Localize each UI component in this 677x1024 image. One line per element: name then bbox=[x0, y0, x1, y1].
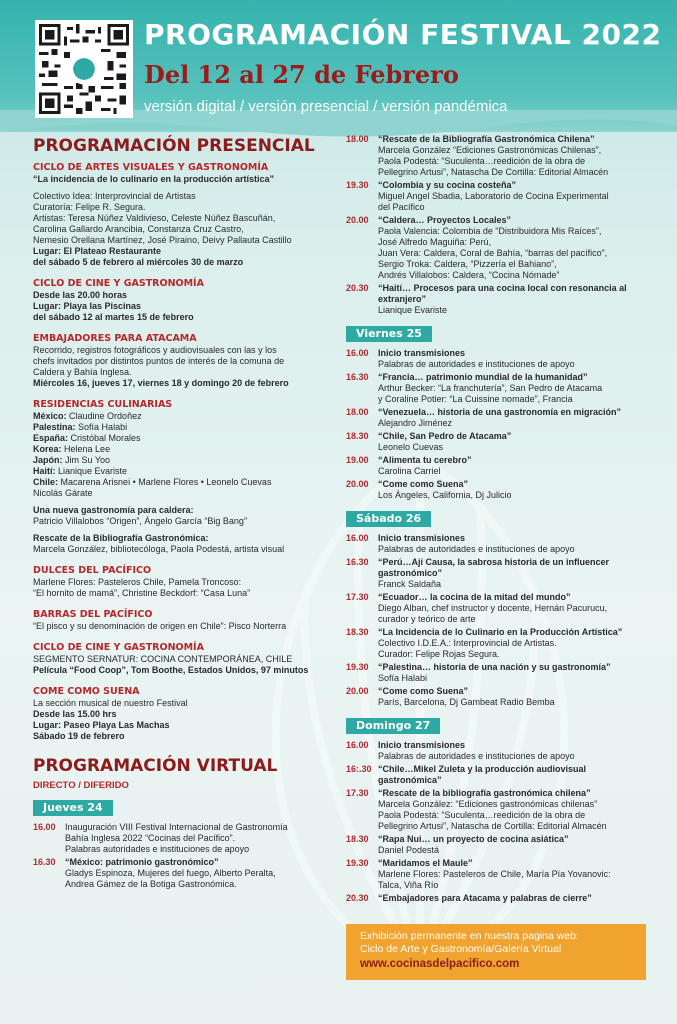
event-time: 17.30 bbox=[346, 788, 369, 798]
residencia-item: Korea: Helena Lee bbox=[33, 444, 111, 454]
event-line: Sofía Halabi bbox=[378, 673, 428, 683]
event-time: 20.00 bbox=[346, 215, 369, 225]
tab-jueves: Jueves 24 bbox=[33, 800, 113, 816]
event-time: 16:.30 bbox=[346, 764, 372, 774]
left-column bbox=[33, 136, 333, 892]
event-line: Los Ángeles, California, Dj Julicio bbox=[378, 490, 512, 500]
ciclo-artes-line: Artistas: Teresa Núñez Valdivieso, Celeste Núñez Bascuñán, bbox=[33, 213, 276, 223]
event-time: 18.30 bbox=[346, 431, 369, 441]
event-details bbox=[378, 479, 646, 501]
event-line: Palabras de autoridades e instituciones de apoyo bbox=[378, 544, 575, 554]
cine2-line1: SEGMENTO SERNATUR: COCINA CONTEMPORÁNEA, CHILE bbox=[33, 654, 293, 664]
residencia-item: Chile: Macarena Arisnei • Marlene Flores • Leonelo Cuevas bbox=[33, 477, 272, 487]
event-time: 18.30 bbox=[346, 627, 369, 637]
event-line: Marcela González “Ediciones Gastronómicas Chilenas”, bbox=[378, 145, 602, 155]
barras-text: “El pisco y su denominación de origen en Chile”: Pisco Norterra bbox=[33, 621, 287, 631]
event-title: “Maridamos el Maule” bbox=[378, 858, 473, 868]
festival-versions: versión digital / versión presencial / versión pandémica bbox=[144, 98, 508, 115]
event-details bbox=[65, 857, 333, 890]
barras-title: BARRAS DEL PACÍFICO bbox=[33, 609, 153, 620]
ciclo-cine-dates: del sábado 12 al martes 15 de febrero bbox=[33, 312, 194, 322]
event-details bbox=[378, 662, 646, 684]
event-line: Daniel Podestá bbox=[378, 845, 440, 855]
event-line: Franck Saldaña bbox=[378, 579, 442, 589]
event-details bbox=[378, 215, 646, 281]
footer-line1: Exhibición permanente en nuestra pagina web: bbox=[360, 930, 579, 942]
come-text: La sección musical de nuestro Festival bbox=[33, 698, 188, 708]
event-details bbox=[65, 822, 333, 855]
viernes-events bbox=[346, 348, 646, 501]
event-row bbox=[346, 788, 646, 832]
nueva-gastronomia-text: Patricio Villalobos “Origen”, Ángelo García “Big Bang” bbox=[33, 516, 247, 526]
event-time: 16.00 bbox=[346, 740, 369, 750]
ciclo-artes-subtitle: “La incidencia de lo culinario en la producción artística” bbox=[33, 174, 275, 184]
event-details bbox=[378, 134, 646, 178]
come-time: Desde las 15.00 hrs bbox=[33, 709, 117, 719]
event-row bbox=[346, 283, 646, 316]
event-details bbox=[378, 407, 646, 429]
festival-dates: Del 12 al 27 de Febrero bbox=[144, 60, 459, 89]
event-line: París, Barcelona, Dj Gambeat Radio Bemba bbox=[378, 697, 555, 707]
tab-domingo: Domingo 27 bbox=[346, 718, 440, 734]
event-line: y Coraline Potier: “La Cuissine nomade”, Francia bbox=[378, 394, 573, 404]
embajadores-line: Caldera y Bahía Inglesa. bbox=[33, 367, 132, 377]
event-row bbox=[346, 431, 646, 453]
event-time: 19.30 bbox=[346, 662, 369, 672]
event-title: “Haití… Procesos para una cocina local con resonancia al extranjero” bbox=[378, 283, 627, 304]
event-details bbox=[378, 372, 646, 405]
event-title: “Embajadores para Atacama y palabras de cierre” bbox=[378, 893, 592, 903]
event-details bbox=[378, 455, 646, 477]
ciclo-cine-title: CICLO DE CINE Y GASTRONOMÍA bbox=[33, 278, 204, 289]
event-line: Colectivo I.D.E.A.: Interprovincial de Artistas. bbox=[378, 638, 557, 648]
event-title: Inicio transmisiones bbox=[378, 348, 466, 358]
virtual-heading: PROGRAMACIÓN VIRTUAL bbox=[33, 756, 278, 776]
cine2-line2: Película “Food Coop”, Tom Boothe, Estados Unidos, 97 minutos bbox=[33, 665, 309, 675]
dulces-line: “El hornito de mamá”, Christine Beckdorf: “Casa Luna” bbox=[33, 588, 251, 598]
qr-code-icon[interactable] bbox=[35, 20, 133, 118]
come-title: COME COMO SUENA bbox=[33, 686, 140, 697]
event-line: Palabras de autoridades e instituciones de apoyo bbox=[378, 359, 575, 369]
event-row bbox=[346, 407, 646, 429]
event-line: Pellegrino Artusi”, Natascha De Cortilla: Editorial Almacén bbox=[378, 167, 609, 177]
ciclo-cine-place: Lugar: Playa las Piscinas bbox=[33, 301, 142, 311]
event-line: Carolina Carriel bbox=[378, 466, 441, 476]
event-time: 16.30 bbox=[346, 372, 369, 382]
event-line: Arthur Becker: “La franchutería”, San Pedro de Atacama bbox=[378, 383, 603, 393]
event-line: Marlene Flores: Pasteleros de Chile, María Pía Yovanovic: bbox=[378, 869, 611, 879]
tab-viernes: Viernes 25 bbox=[346, 326, 432, 342]
come-date: Sábado 19 de febrero bbox=[33, 731, 125, 741]
event-details bbox=[378, 764, 646, 786]
event-details bbox=[378, 431, 646, 453]
event-line: Leonelo Cuevas bbox=[378, 442, 444, 452]
event-time: 16.00 bbox=[33, 822, 56, 832]
jueves-events bbox=[33, 822, 333, 890]
event-line: Andrea Gámez de la Botiga Gastronómica. bbox=[65, 879, 237, 889]
jueves-cont-events bbox=[346, 134, 646, 316]
event-details bbox=[378, 283, 646, 316]
event-row bbox=[346, 372, 646, 405]
event-line: Inauguración VIII Festival Internacional de Gastronomía bbox=[65, 822, 288, 832]
nueva-gastronomia-title: Una nueva gastronomía para caldera: bbox=[33, 505, 194, 515]
event-line: Marcela González: “Ediciones gastronómicas chilenas” bbox=[378, 799, 598, 809]
event-row bbox=[33, 857, 333, 890]
event-time: 20.30 bbox=[346, 893, 369, 903]
event-row bbox=[346, 858, 646, 891]
residencias-title: RESIDENCIAS CULINARIAS bbox=[33, 399, 173, 410]
event-time: 18.30 bbox=[346, 834, 369, 844]
event-row bbox=[346, 627, 646, 660]
event-line: Miguel Angel Sbadia, Laboratorio de Cocina Experimental bbox=[378, 191, 609, 201]
event-title: “México: patrimonio gastronómico” bbox=[65, 857, 219, 867]
event-row bbox=[346, 455, 646, 477]
event-details bbox=[378, 858, 646, 891]
dulces-title: DULCES DEL PACÍFICO bbox=[33, 565, 152, 576]
event-line: del Pacífico bbox=[378, 202, 425, 212]
event-row bbox=[346, 592, 646, 625]
event-title: “Palestina… historia de una nación y su gastronomía” bbox=[378, 662, 611, 672]
embajadores-line: Recorrido, registros fotográficos y audiovisuales con las y los bbox=[33, 345, 277, 355]
event-title: “Ecuador… la cocina de la mitad del mundo” bbox=[378, 592, 571, 602]
event-details bbox=[378, 533, 646, 555]
residencia-item: Japón: Jim Su Yoo bbox=[33, 455, 111, 465]
footer-url-link[interactable]: www.cocinasdelpacifico.com bbox=[360, 958, 520, 970]
event-time: 18.00 bbox=[346, 134, 369, 144]
presencial-heading: PROGRAMACIÓN PRESENCIAL bbox=[33, 136, 315, 156]
event-row bbox=[33, 822, 333, 855]
event-line: Bahía Inglesa 2022 “Cocinas del Pacífico”. bbox=[65, 833, 236, 843]
event-details bbox=[378, 893, 646, 904]
event-title: Inicio transmisiones bbox=[378, 533, 466, 543]
event-time: 18.00 bbox=[346, 407, 369, 417]
ciclo-artes-title: CICLO DE ARTES VISUALES Y GASTRONOMÍA bbox=[33, 162, 269, 173]
event-row bbox=[346, 557, 646, 590]
event-line: Pellegrino Artusi”, Natascha de Cortilla: Editorial Almacén bbox=[378, 821, 607, 831]
event-row bbox=[346, 834, 646, 856]
ciclo-artes-line: Colectivo Idea: Interprovincial de Artistas bbox=[33, 191, 196, 201]
embajadores-line: chefs invitados por distintos puntos de interés de la comuna de bbox=[33, 356, 285, 366]
ciclo-artes-line: Nemesio Orellana Martínez, José Piraino, Deivy Pallauta Castillo bbox=[33, 235, 292, 245]
event-time: 16.30 bbox=[346, 557, 369, 567]
event-title: “Rescate de la bibliografía gastronómica chilena” bbox=[378, 788, 591, 798]
event-line: Palabras de autoridades e instituciones de apoyo bbox=[378, 751, 575, 761]
event-title: “Chile…Mikel Zuleta y la producción audiovisual gastronómica” bbox=[378, 764, 587, 785]
ciclo-artes-dates: del sábado 5 de febrero al miércoles 30 de marzo bbox=[33, 257, 244, 267]
event-line: Alejandro Jiménez bbox=[378, 418, 453, 428]
event-row bbox=[346, 134, 646, 178]
footer-line2: Ciclo de Arte y Gastronomía/Galería Virtual bbox=[360, 943, 562, 955]
event-details bbox=[378, 788, 646, 832]
event-title: “Rescate de la Bibliografía Gastronómica Chilena” bbox=[378, 134, 595, 144]
page-title: PROGRAMACIÓN FESTIVAL 2022 bbox=[144, 18, 662, 51]
event-details bbox=[378, 592, 646, 625]
event-title: “Perú…Ají Causa, la sabrosa historia de un influencer gastronómico” bbox=[378, 557, 610, 578]
event-row bbox=[346, 479, 646, 501]
event-details bbox=[378, 348, 646, 370]
event-title: “Chile, San Pedro de Atacama” bbox=[378, 431, 512, 441]
event-line: Palabras autoridades e instituciones de apoyo bbox=[65, 844, 250, 854]
virtual-subheading: DIRECTO / DIFERIDO bbox=[33, 780, 129, 791]
domingo-events bbox=[346, 740, 646, 904]
event-line: Juan Vera: Caldera, Coral de Bahía, “barras del pacífico”, bbox=[378, 248, 608, 258]
event-line: Talca, Viña Río bbox=[378, 880, 439, 890]
event-line: Sergio Troka: Caldera, “Pizzería el Bahiano”, bbox=[378, 259, 557, 269]
ciclo-artes-line: Carolina Gallardo Arancibia, Constanza Cruz Castro, bbox=[33, 224, 244, 234]
cine2-title: CICLO DE CINE Y GASTRONOMÍA bbox=[33, 642, 204, 653]
event-details bbox=[378, 686, 646, 708]
event-title: “Caldera… Proyectos Locales” bbox=[378, 215, 512, 225]
event-title: “Come como Suena” bbox=[378, 479, 469, 489]
event-row bbox=[346, 686, 646, 708]
event-title: “Rapa Nui… un proyecto de cocina asiática” bbox=[378, 834, 569, 844]
event-line: Curador: Felipe Rojas Segura. bbox=[378, 649, 500, 659]
event-line: Gladys Espinoza, Mujeres del fuego, Alberto Peralta, bbox=[65, 868, 276, 878]
tab-sabado: Sábado 26 bbox=[346, 511, 431, 527]
event-title: “Alimenta tu cerebro” bbox=[378, 455, 472, 465]
event-title: “Venezuela… historia de una gastronomía en migración” bbox=[378, 407, 622, 417]
residencia-item: Palestina: Sofía Halabi bbox=[33, 422, 128, 432]
event-time: 16.00 bbox=[346, 533, 369, 543]
rescate-title: Rescate de la Bibliografía Gastronómica: bbox=[33, 533, 209, 543]
event-time: 17.30 bbox=[346, 592, 369, 602]
event-time: 20.00 bbox=[346, 479, 369, 489]
footer-box bbox=[346, 924, 646, 980]
event-line: Diego Alban, chef instructor y docente, Hernán Pacurucu, bbox=[378, 603, 608, 613]
event-title: “Colombia y su cocina costeña” bbox=[378, 180, 517, 190]
residencia-item: México: Claudine Ordoñez bbox=[33, 411, 142, 421]
residencia-item: España: Cristóbal Morales bbox=[33, 433, 141, 443]
ciclo-artes-line: Curatoría: Felipe R. Segura. bbox=[33, 202, 146, 212]
event-row bbox=[346, 348, 646, 370]
event-time: 20.00 bbox=[346, 686, 369, 696]
right-column bbox=[346, 134, 646, 906]
event-title: “La Incidencia de lo Culinario en la Producción Artística” bbox=[378, 627, 623, 637]
residencia-item: Haití: Lianique Evariste bbox=[33, 466, 128, 476]
event-time: 16.00 bbox=[346, 348, 369, 358]
event-line: Paola Podestá: “Suculenta…reedición de la obra de bbox=[378, 810, 586, 820]
event-line: Andrés Villalobos: Caldera, “Cocina Nómade” bbox=[378, 270, 560, 280]
residencia-extra: Nicolás Gárate bbox=[33, 488, 93, 498]
event-title: Inicio transmisiones bbox=[378, 740, 466, 750]
event-row bbox=[346, 740, 646, 762]
event-line: Paola Valencia: Colombia de “Distribuidora Mis Raíces”, bbox=[378, 226, 602, 236]
event-time: 16.30 bbox=[33, 857, 56, 867]
event-line: curador y teórico de arte bbox=[378, 614, 476, 624]
event-time: 19.30 bbox=[346, 180, 369, 190]
event-row bbox=[346, 662, 646, 684]
rescate-text: Marcela González, bibliotecóloga, Paola Podestá, artista visual bbox=[33, 544, 285, 554]
event-row bbox=[346, 533, 646, 555]
event-title: “Come como Suena” bbox=[378, 686, 469, 696]
event-title: “Francia… patrimonio mundial de la humanidad” bbox=[378, 372, 588, 382]
event-time: 20.30 bbox=[346, 283, 369, 293]
ciclo-artes-place: Lugar: El Plateao Restaurante bbox=[33, 246, 162, 256]
event-line: Paola Podestá: “Suculenta…reedición de la obra de bbox=[378, 156, 586, 166]
ciclo-cine-time: Desde las 20.00 horas bbox=[33, 290, 128, 300]
event-details bbox=[378, 834, 646, 856]
event-time: 19.00 bbox=[346, 455, 369, 465]
embajadores-dates: Miércoles 16, jueves 17, viernes 18 y domingo 20 de febrero bbox=[33, 378, 289, 388]
event-line: José Alfredo Maguiña: Perú, bbox=[378, 237, 492, 247]
event-row bbox=[346, 215, 646, 281]
event-time: 19.30 bbox=[346, 858, 369, 868]
event-row bbox=[346, 893, 646, 904]
event-details bbox=[378, 180, 646, 213]
dulces-line: Marlene Flores: Pasteleros Chile, Pamela Troncoso: bbox=[33, 577, 242, 587]
event-details bbox=[378, 557, 646, 590]
event-row bbox=[346, 180, 646, 213]
event-details bbox=[378, 740, 646, 762]
event-line: Lianique Evariste bbox=[378, 305, 448, 315]
sabado-events bbox=[346, 533, 646, 708]
embajadores-title: EMBAJADORES PARA ATACAMA bbox=[33, 333, 197, 344]
event-details bbox=[378, 627, 646, 660]
event-row bbox=[346, 764, 646, 786]
come-place: Lugar: Paseo Playa Las Machas bbox=[33, 720, 170, 730]
